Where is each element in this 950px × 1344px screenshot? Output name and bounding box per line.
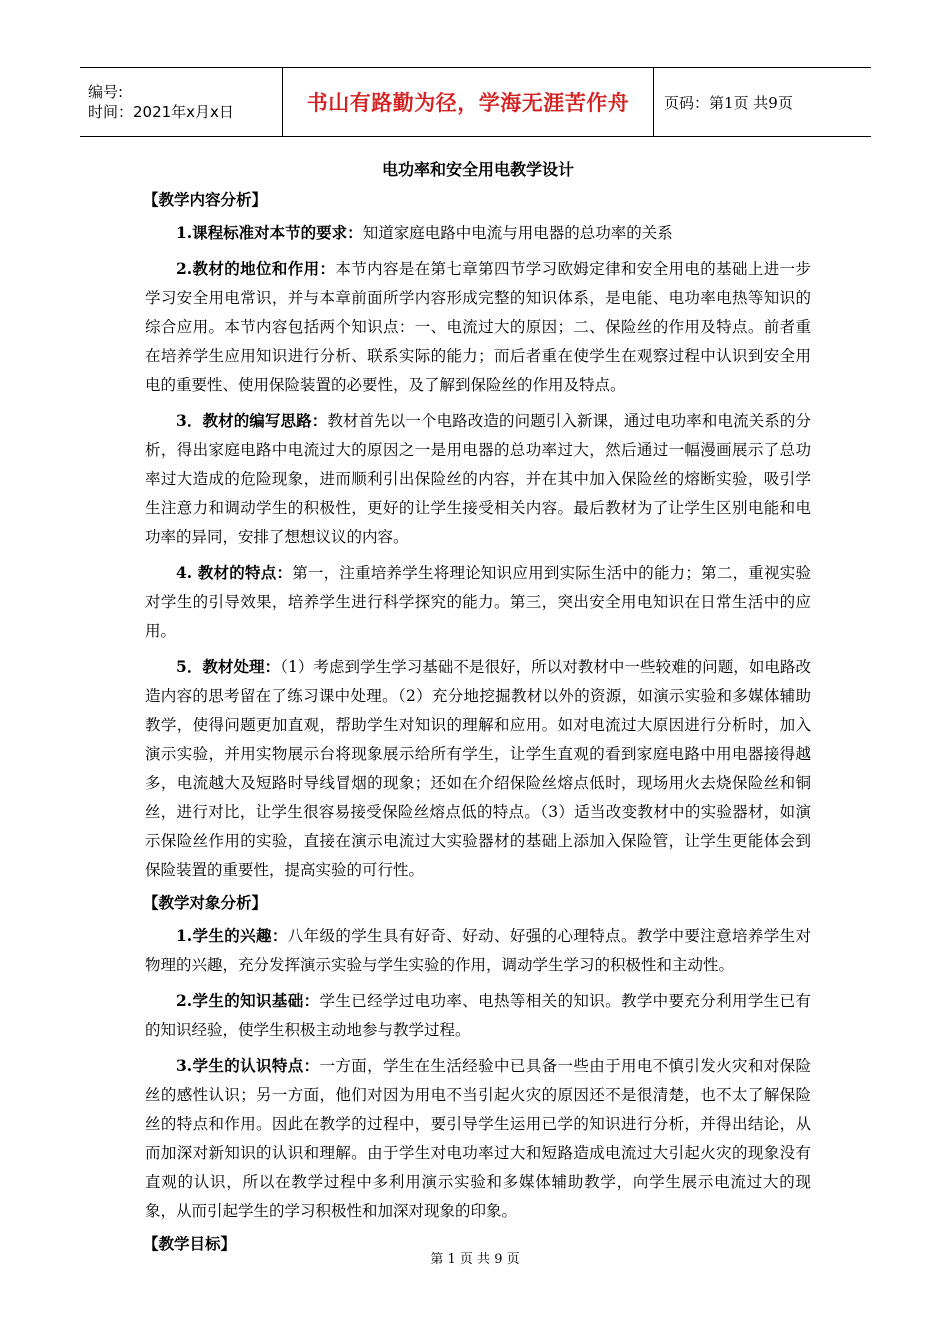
paragraph-lead: 1.学生的兴趣： (176, 926, 288, 945)
paragraph (145, 254, 811, 400)
paragraph (145, 406, 811, 552)
header-page-cell (654, 68, 871, 136)
section-heading-content-analysis: 【教学内容分析】 (143, 190, 268, 209)
header-table (80, 67, 871, 137)
page-footer: 第 1 页 共 9 页 (430, 1252, 520, 1267)
paragraph-text: 知道家庭电路中电流与用电器的总功率的关系 (362, 224, 673, 242)
section-heading-student-analysis: 【教学对象分析】 (143, 893, 268, 912)
paragraph (145, 1051, 811, 1226)
paragraph-lead: 1.课程标准对本节的要求： (176, 223, 363, 242)
paragraph-lead: 4. 教材的特点： (176, 563, 293, 582)
document-title: 电功率和安全用电教学设计 (381, 160, 574, 179)
time-label: 时间：2021年x月x日 (88, 103, 234, 121)
paragraph (145, 218, 811, 248)
paragraph-lead: 3.学生的认识特点： (176, 1056, 320, 1075)
header-meta (80, 68, 282, 136)
paragraph-text: 本节内容是在第七章第四节学习欧姆定律和安全用电的基础上进一步学习安全用电常识，并与本章前面所学内容形成完整的知识体系，是电能、电功率电热等知识的综合应用。本节内容包括两个知识点：一、电流过大的原因；二、保险丝的作用及特点。前者重在培养学生应用知识进行分析、联系实际的能力；而后者重在使学生在观察过程中认识到安全用电的重要性、使用保险装置的必要性，及了解到保险丝的作用及特点。 (145, 260, 811, 394)
paragraph-text: （1）考虑到学生学习基础不是很好，所以对教材中一些较难的问题，如电路改造内容的思考留在了练习课中处理。（2）充分地挖掘教材以外的资源，如演示实验和多媒体辅助教学，使得问题更加直观，帮助学生对知识的理解和应用。如对电流过大原因进行分析时，加入演示实验，并用实物展示台将现象展示给所有学生，让学生直观的看到家庭电路中用电器接得越多，电流越大及短路时导线冒烟的现象；还如在介绍保险丝熔点低时，现场用火去烧保险丝和铜丝，进行对比，让学生很容易接受保险丝熔点低的特点。（3）适当改变教材中的实验器材，如演示保险丝作用的实验，直接在演示电流过大实验器材的基础上添加入保险管，让学生更能体会到保险装置的重要性，提高实验的可行性。 (145, 658, 811, 879)
section-heading-goals: 【教学目标】 (143, 1234, 237, 1253)
paragraph (145, 921, 811, 980)
page-label: 页码：第1页 共9页 (664, 93, 793, 112)
header-motto-cell (282, 68, 654, 136)
paragraph-text: 第一，注重培养学生将理论知识应用到实际生活中的能力；第二，重视实验对学生的引导效果，培养学生进行科学探究的能力。第三，突出安全用电知识在日常生活中的应用。 (145, 564, 811, 640)
paragraph (145, 986, 811, 1045)
paragraph-lead: 2.教材的地位和作用： (176, 259, 336, 278)
paragraph-lead: 3．教材的编写思路： (176, 411, 328, 430)
paragraph-text: 学生已经学过电功率、电热等相关的知识。教学中要充分利用学生已有的知识经验，使学生积极主动地参与教学过程。 (145, 992, 811, 1039)
paragraph (145, 652, 811, 885)
paragraph (145, 558, 811, 646)
number-label: 编号: (88, 83, 124, 101)
paragraph-lead: 5．教材处理： (176, 657, 281, 676)
motto: 书山有路勤为径，学海无涯苦作舟 (306, 91, 630, 115)
paragraph-text: 一方面，学生在生活经验中已具备一些由于用电不慎引发火灾和对保险丝的感性认识；另一方面，他们对因为用电不当引起火灾的原因还不是很清楚，也不太了解保险丝的特点和作用。因此在教学的过程中，要引导学生运用已学的知识进行分析，并得出结论，从而加深对新知识的认识和理解。由于学生对电功率过大和短路造成电流过大引起火灾的现象没有直观的认识，所以在教学过程中多利用演示实验和多媒体辅助教学，向学生展示电流过大的现象，从而引起学生的学习积极性和加深对现象的印象。 (145, 1057, 811, 1220)
paragraph-lead: 2.学生的知识基础： (176, 991, 320, 1010)
paragraph-text: 教材首先以一个电路改造的问题引入新课，通过电功率和电流关系的分析，得出家庭电路中电流过大的原因之一是用电器的总功率过大，然后通过一幅漫画展示了总功率过大造成的危险现象，进而顺利引出保险丝的内容，并在其中加入保险丝的熔断实验，吸引学生注意力和调动学生的积极性，更好的让学生接受相关内容。最后教材为了让学生区别电能和电功率的异同，安排了想想议议的内容。 (145, 412, 811, 546)
document-body (145, 158, 811, 1262)
paragraph-text: 八年级的学生具有好奇、好动、好强的心理特点。教学中要注意培养学生对物理的兴趣，充分发挥演示实验与学生实验的作用，调动学生学习的积极性和主动性。 (145, 927, 811, 974)
